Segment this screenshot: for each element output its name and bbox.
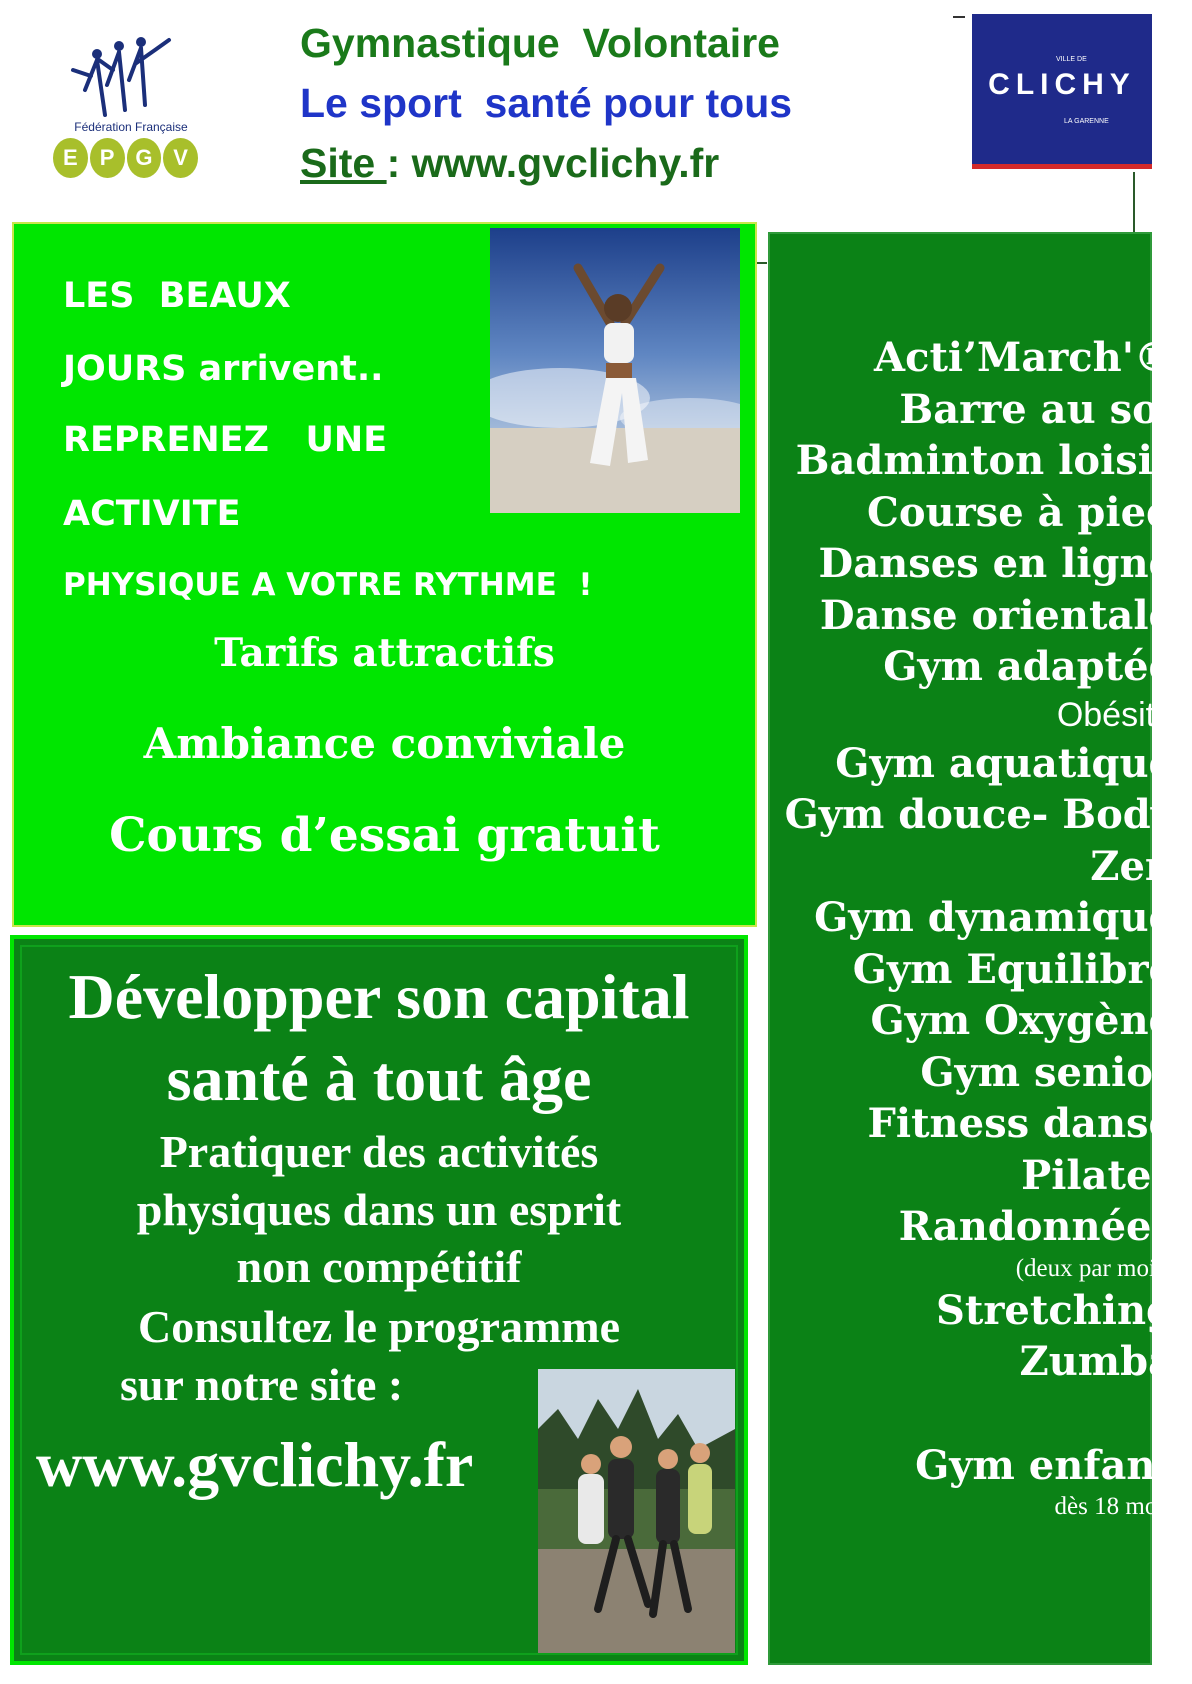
- activity-note: dès 18 mois: [1054, 1493, 1174, 1520]
- activity-note: (deux par mois): [1015, 1254, 1174, 1282]
- epgv-letter: G: [127, 138, 162, 178]
- connector-line: [1133, 172, 1135, 232]
- connector-line: [757, 262, 767, 264]
- activity-item: Randonnées: [898, 1203, 1174, 1250]
- activity-item: Danse orientale: [819, 591, 1174, 639]
- promo-line: JOURS arrivent..: [63, 349, 384, 389]
- epgv-badge: [53, 138, 198, 178]
- promo-line: LES BEAUX: [63, 276, 291, 316]
- activity-note: Obésité: [1056, 695, 1174, 734]
- health-text: Consultez le programme: [137, 1301, 621, 1352]
- health-text: Pratiquer des activités: [159, 1126, 599, 1177]
- trial-course-text: Cours d’essai gratuit: [109, 808, 660, 863]
- divider: [953, 16, 965, 18]
- site-label: Site: [300, 140, 387, 186]
- page-title: Gymnastique Volontaire: [300, 20, 780, 66]
- epgv-federation-text: Fédération Française: [74, 120, 188, 134]
- promo-line: PHYSIQUE A VOTRE RYTHME !: [63, 567, 593, 603]
- jumping-woman-photo: [490, 228, 740, 513]
- activity-item: Pilates: [1021, 1151, 1174, 1199]
- activity-item: Barre au sol: [899, 385, 1174, 433]
- epgv-letter: P: [90, 138, 125, 178]
- activity-item: Badminton loisir: [795, 437, 1174, 484]
- activity-item: Gym senior: [920, 1048, 1174, 1096]
- activity-item: Gym enfant: [915, 1441, 1174, 1489]
- clichy-suffix: LA GARENNE: [1064, 118, 1109, 125]
- site-line: [300, 140, 719, 187]
- health-text: sur notre site :: [120, 1359, 404, 1410]
- activity-item: Fitness danse: [867, 1100, 1174, 1147]
- epgv-logo: [45, 30, 205, 190]
- tarifs-text: Tarifs attractifs: [214, 630, 555, 676]
- activity-item: Zumba: [1019, 1338, 1174, 1385]
- epgv-letter: E: [53, 138, 88, 178]
- epgv-letter: V: [163, 138, 198, 178]
- activity-item: Acti’March'®: [874, 334, 1174, 381]
- site-url-link[interactable]: www.gvclichy.fr: [36, 1429, 474, 1500]
- clichy-name: CLICHY: [988, 68, 1136, 101]
- health-heading: Développer son capital: [68, 961, 690, 1032]
- walking-group-photo: [538, 1369, 735, 1653]
- health-text: physiques dans un esprit: [136, 1184, 622, 1235]
- activity-item: Gym Equilibre: [852, 945, 1174, 993]
- tagline: Le sport santé pour tous: [300, 80, 793, 126]
- activity-item: Course à pied: [867, 488, 1174, 536]
- activity-item: Gym dynamique: [814, 894, 1174, 941]
- ambiance-text: Ambiance conviviale: [143, 719, 626, 768]
- activity-item: Danses en ligne: [818, 540, 1174, 587]
- activity-item: Stretching: [935, 1286, 1174, 1334]
- activities-list: [776, 332, 1174, 1523]
- activity-item: Zen: [1090, 842, 1174, 890]
- activity-item: Gym aquatique: [835, 739, 1174, 787]
- site-url-link[interactable]: : www.gvclichy.fr: [386, 140, 720, 186]
- list-spacer: [776, 1388, 1174, 1440]
- gymnast-figures-icon: [45, 30, 205, 125]
- activity-item: Gym Oxygène: [870, 997, 1174, 1044]
- clichy-prefix: VILLE DE: [1056, 56, 1087, 63]
- health-heading: santé à tout âge: [166, 1043, 592, 1114]
- promo-line: REPRENEZ UNE: [63, 420, 388, 460]
- activity-item: Gym douce- Body: [784, 791, 1174, 838]
- health-text: non compétitif: [236, 1241, 522, 1292]
- promo-line: ACTIVITE: [63, 494, 241, 534]
- activity-item: Gym adaptée: [883, 643, 1174, 690]
- clichy-logo: [972, 14, 1152, 164]
- clichy-flag-stripe: [972, 164, 1152, 169]
